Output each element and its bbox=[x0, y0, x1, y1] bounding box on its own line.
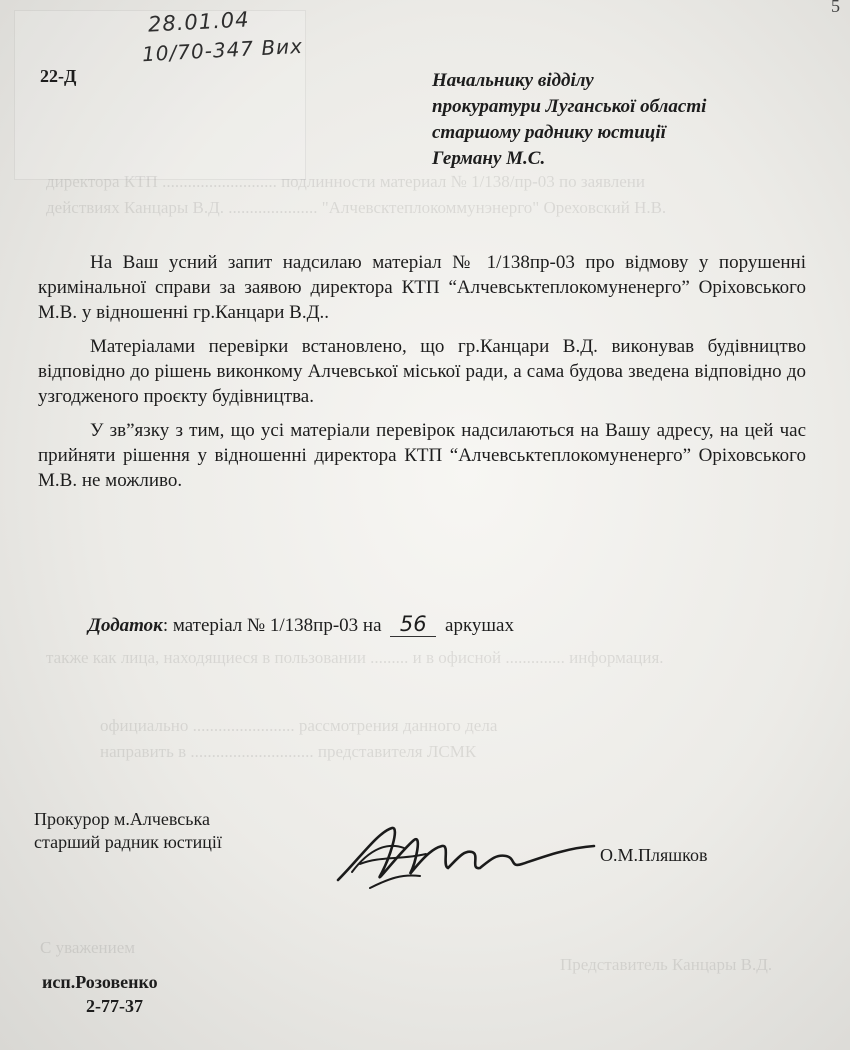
recipient-line: Герману М.С. bbox=[432, 148, 546, 169]
recipient-line: старшому раднику юстиції bbox=[432, 122, 666, 143]
bleed-through-text: директора КТП ........................... подлинности материал № 1/138/пр-03 по заявлени bbox=[46, 172, 645, 191]
signer-title-line: старший радник юстиції bbox=[34, 832, 222, 852]
bleed-through-text: официально ........................ рассмотрения данного дела bbox=[100, 716, 498, 735]
attachment-text: : матеріал № 1/138пр-03 на bbox=[162, 615, 382, 636]
signer-title bbox=[34, 808, 222, 854]
attachment-label: Додаток bbox=[88, 615, 163, 636]
letter-body bbox=[38, 250, 806, 502]
reference-code: 22-Д bbox=[40, 66, 77, 86]
body-paragraph: Матеріалами перевірки встановлено, що гр.Канцари В.Д. виконував будівництво відповідно до рішень виконкому Алчевської міської ради, а сама будова зведена відповідно до узгодженого проєкту будівництва. bbox=[38, 336, 806, 407]
executor-block bbox=[42, 970, 158, 1018]
executor-name: исп.Розовенко bbox=[42, 972, 158, 992]
body-paragraph: У зв”язку з тим, що усі матеріали перевірок надсилаються на Вашу адресу, на цей час прийняти рішення у відношенні директора КТП “Алчевськтеплокомуненерго” Оріховського М.В. не можливо. bbox=[38, 420, 806, 491]
handwritten-date: 28.01.04 bbox=[147, 7, 251, 37]
signer-title-line: Прокурор м.Алчевська bbox=[34, 809, 210, 829]
recipient-line: Начальнику відділу bbox=[432, 70, 594, 91]
bleed-through-text: направить в ............................. представителя ЛСМК bbox=[100, 742, 477, 761]
bleed-through-text: также как лица, находящиеся в пользовании ......... и в офисной .............. информация. bbox=[46, 648, 664, 667]
corner-mark: 5 bbox=[831, 0, 840, 16]
attachment-line bbox=[88, 612, 514, 637]
attachment-unit: аркушах bbox=[445, 615, 514, 636]
attachment-sheet-count: 56 bbox=[390, 612, 436, 637]
bleed-through-text: действиях Канцары В.Д. ..................... "Алчевсктеплокоммунэнерго" Ореховский Н.В. bbox=[46, 198, 667, 217]
bleed-through-text: Представитель Канцары В.Д. bbox=[560, 955, 773, 974]
body-paragraph: На Ваш усний запит надсилаю матеріал № 1/138пр-03 про відмову у порушенні кримінальної справи за заявою директора КТП “Алчевськтеплокомуненерго” Оріховського М.В. у відношенні гр.Канцари В.Д.. bbox=[38, 252, 806, 323]
signer-name: О.М.Пляшков bbox=[600, 845, 708, 865]
handwritten-signature bbox=[330, 818, 600, 898]
recipient-block bbox=[432, 68, 706, 172]
handwritten-registration-number: 10/70-347 Вих bbox=[141, 33, 304, 67]
recipient-line: прокуратури Луганської області bbox=[432, 96, 707, 117]
executor-phone: 2-77-37 bbox=[86, 996, 143, 1016]
bleed-through-text: С уважением bbox=[40, 938, 136, 957]
